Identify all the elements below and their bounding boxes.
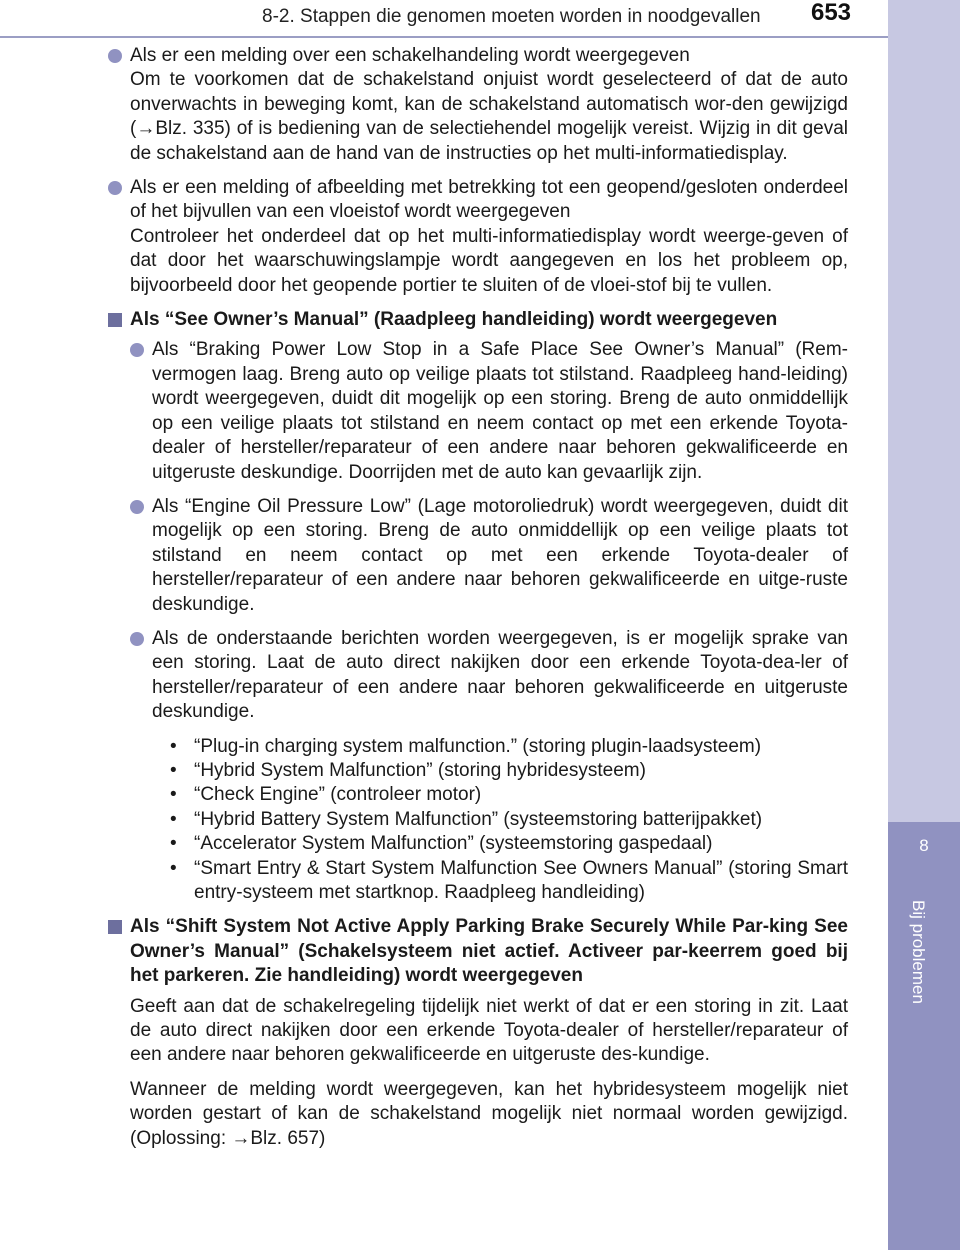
dot-bullet: • <box>170 833 177 855</box>
paragraph: Geeft aan dat de schakelregeling tijdelijk niet werkt of dat er een storing in zit. Laat de auto direct nakijken door een erkende Toyota-dealer of hersteller/reparateur of een andere naar behoren gekwalificeerde en uitgeruste des-kundige. <box>130 995 848 1066</box>
message-list-item: • “Accelerator System Malfunction” (systeemstoring gaspedaal) <box>170 832 848 856</box>
side-tab-background <box>888 0 960 822</box>
dot-bullet: • <box>170 808 177 830</box>
item-body: Als “Braking Power Low Stop in a Safe Place See Owner’s Manual” (Rem-vermogen laag. Breng auto op veilige plaats tot stilstand. Raadpleeg hand-leiding) wordt weergegeven, duidt dit mogelijk op een storing. Breng de auto onmiddellijk op een veilige plaats tot stilstand en neem contact op met een erkende Toyota-dealer of hersteller/reparateur of een andere naar behoren gekwalificeerde en uitgeruste deskundige. Doorrijden met de auto kan gevaarlijk zijn. <box>152 339 848 483</box>
message-list-item: • “Plug-in charging system malfunction.” (storing plugin-laadsysteem) <box>170 735 848 759</box>
section-body <box>108 338 848 905</box>
chapter-number: 8 <box>919 836 929 855</box>
section-heading <box>108 915 848 988</box>
message-list-item: • “Smart Entry & Start System Malfunction See Owners Manual” (storing Smart entry-systeem met startknop. Raadpleeg handleiding) <box>170 857 848 903</box>
dot-bullet: • <box>170 857 177 879</box>
circle-bullet-icon <box>108 49 122 63</box>
section-title: Als “Shift System Not Active Apply Parking Brake Securely While Par-king See Owner’s Manual” (Schakelsysteem niet actief. Activeer par-keerrem goed bij het parkeren. Zie handleiding) wordt weergegeven <box>130 916 848 987</box>
paragraph: Wanneer de melding wordt weergegeven, kan het hybridesysteem mogelijk niet worden gestart of kan de schakelstand mogelijk niet normaal worden gewijzigd. (Oplossing: →Blz. 657) <box>130 1078 848 1149</box>
dot-bullet: • <box>170 759 177 781</box>
item-body: Als de onderstaande berichten worden weergegeven, is er mogelijk sprake van een storing. Laat de auto direct nakijken door een erkende Toyota-dea-ler of hersteller/reparateur of een andere naar behoren gekwalificeerde en uitgeruste deskundige. <box>152 627 848 723</box>
list-item <box>130 495 848 617</box>
item-body: Om te voorkomen dat de schakelstand onjuist wordt geselecteerd of dat de auto onverwachts in beweging komt, kan de schakelstand automatisch wor-den gewijzigd (→Blz. 335) of is bediening van de selectiehendel mogelijk vereist. Wijzig in dit geval de schakelstand aan de hand van de instructies op het multi-informatiedisplay. <box>130 69 848 164</box>
list-item <box>108 44 848 166</box>
page-content <box>108 44 848 1161</box>
list-item <box>130 338 848 484</box>
message-list-item: • “Hybrid Battery System Malfunction” (systeemstoring batterijpakket) <box>170 808 848 832</box>
message-list-item: • “Hybrid System Malfunction” (storing hybridesysteem) <box>170 759 848 783</box>
list-item <box>108 176 848 298</box>
chapter-title: Bij problemen <box>909 900 928 1004</box>
item-body: Controleer het onderdeel dat op het multi-informatiedisplay wordt weerge-geven of dat door het waarschuwingslampje wordt aangegeven en los het probleem op, bijvoorbeeld door het geopende portier te sluiten of de vloei-stof bij te vullen. <box>130 225 848 296</box>
dot-bullet: • <box>170 735 177 757</box>
circle-bullet-icon <box>108 181 122 195</box>
section-header-title: 8-2. Stappen die genomen moeten worden in noodgevallen <box>262 6 761 27</box>
item-body: Als “Engine Oil Pressure Low” (Lage motoroliedruk) wordt weergegeven, duidt dit mogelijk op een storing. Breng de auto onmiddellijk op een veilige plaats tot stilstand en neem contact op met een erkende Toyota-dealer of hersteller/reparateur of een andere naar behoren gekwalificeerde en uitge-ruste deskundige. <box>152 495 848 615</box>
square-marker-icon <box>108 920 122 934</box>
square-marker-icon <box>108 313 122 327</box>
list-item <box>130 627 848 725</box>
item-heading: Als er een melding over een schakelhandeling wordt weergegeven <box>130 45 690 66</box>
header-rule <box>0 36 888 38</box>
circle-bullet-icon <box>130 343 144 357</box>
dot-bullet: • <box>170 784 177 806</box>
section-title: Als “See Owner’s Manual” (Raadpleeg handleiding) wordt weergegeven <box>130 309 778 331</box>
item-heading: Als er een melding of afbeelding met betrekking tot een geopend/gesloten onderdeel of het bijvullen van een vloeistof wordt weergegeven <box>130 177 848 223</box>
message-list <box>130 735 848 906</box>
page-number: 653 <box>778 0 884 30</box>
message-list-item: • “Check Engine” (controleer motor) <box>170 783 848 807</box>
section-body <box>108 995 848 1151</box>
section-heading <box>108 308 848 332</box>
circle-bullet-icon <box>130 632 144 646</box>
circle-bullet-icon <box>130 500 144 514</box>
